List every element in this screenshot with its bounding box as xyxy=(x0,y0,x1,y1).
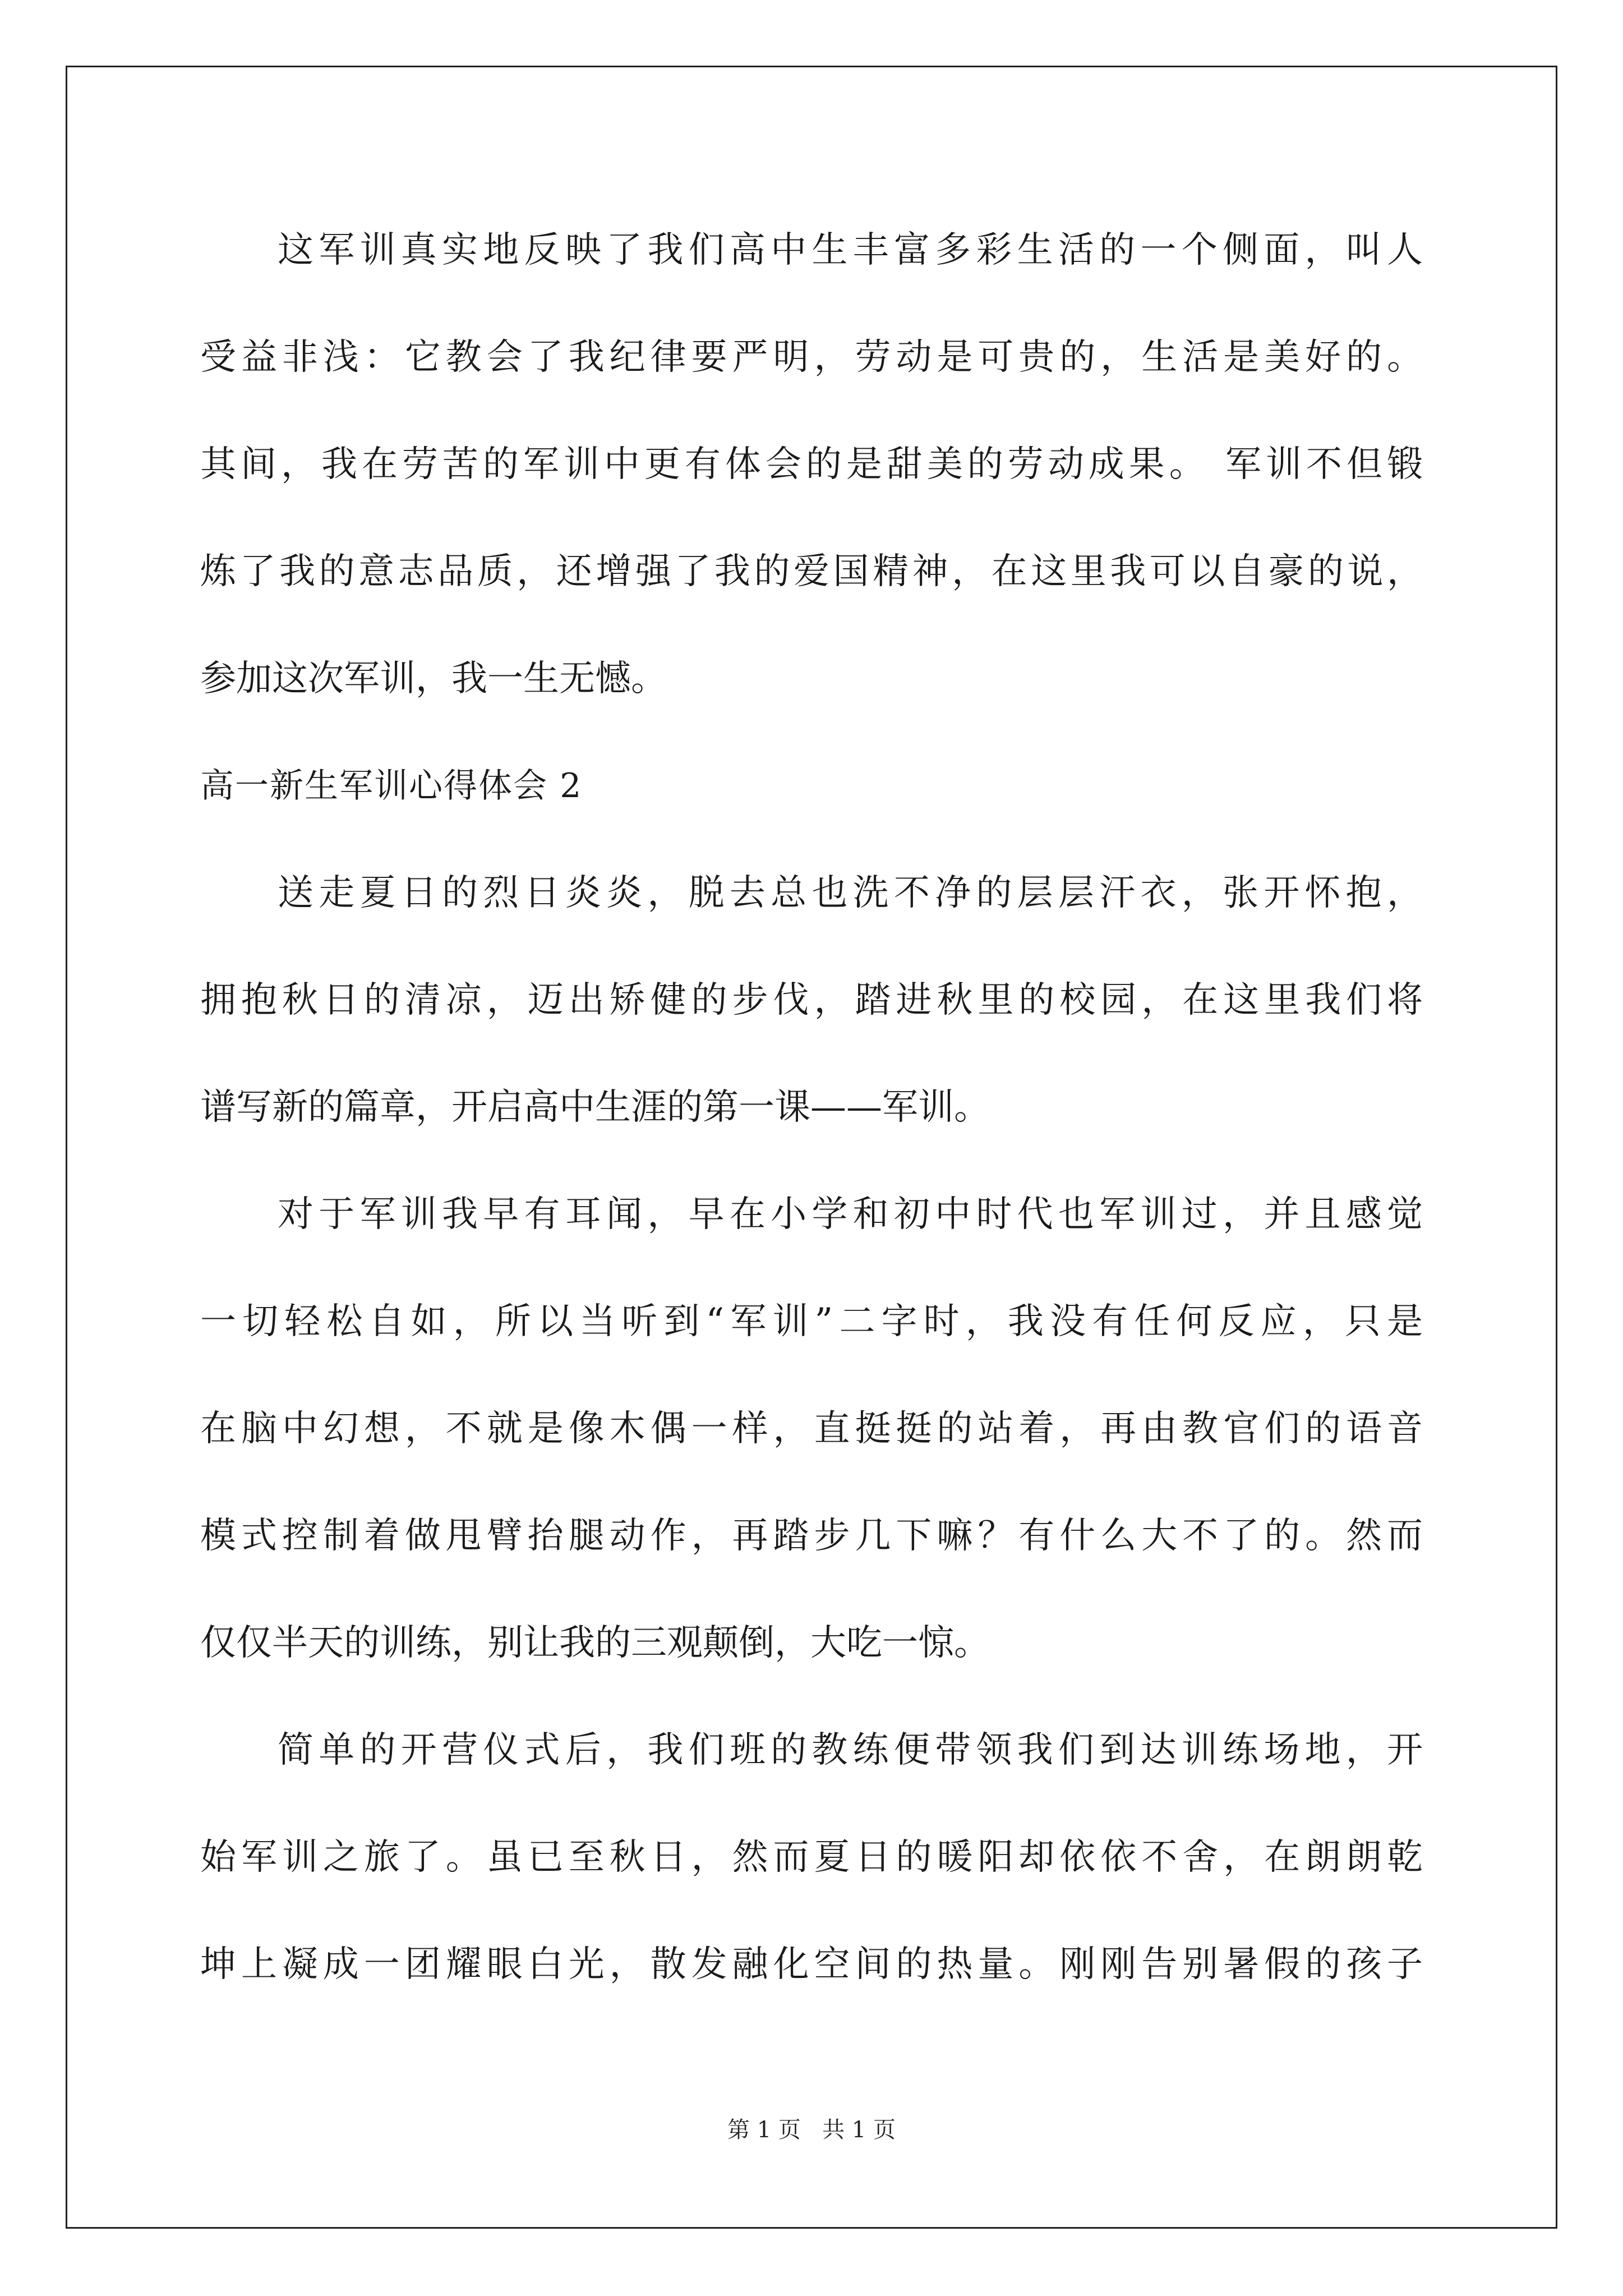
paragraph-line: 其间，我在劳苦的军训中更有体会的是甜美的劳动成果。 军训不但锻 xyxy=(200,444,1423,485)
page-number-footer: 第 1 页 共 1 页 xyxy=(727,2117,896,2143)
paragraph-line: 谱写新的篇章，开启高中生涯的第一课——军训。 xyxy=(200,1087,990,1128)
paragraph-line: 简单的开营仪式后，我们班的教练便带领我们到达训练场地，开 xyxy=(278,1729,1423,1771)
document-body xyxy=(200,211,1423,2032)
paragraph-line: 送走夏日的烈日炎炎，脱去总也洗不净的层层汗衣，张开怀抱， xyxy=(278,872,1423,914)
paragraph-line: 这军训真实地反映了我们高中生丰富多彩生活的一个侧面，叫人 xyxy=(278,229,1423,271)
paragraph-line: 炼了我的意志品质，还增强了我的爱国精神，在这里我可以自豪的说， xyxy=(200,551,1423,592)
paragraph-line: 一切轻松自如，所以当听到“军训”二字时，我没有任何反应，只是 xyxy=(200,1301,1423,1342)
paragraph-line: 坤上凝成一团耀眼白光，散发融化空间的热量。刚刚告别暑假的孩子 xyxy=(200,1944,1423,1985)
paragraph-line: 受益非浅：它教会了我纪律要严明，劳动是可贵的，生活是美好的。 xyxy=(200,337,1423,378)
paragraph-line: 参加这次军训，我一生无憾。 xyxy=(200,658,667,700)
paragraph-line: 在脑中幻想，不就是像木偶一样，直挺挺的站着，再由教官们的语音 xyxy=(200,1408,1423,1450)
paragraph-line: 拥抱秋日的清凉，迈出矫健的步伐，踏进秋里的校园，在这里我们将 xyxy=(200,979,1423,1021)
paragraph-line: 仅仅半天的训练，别让我的三观颠倒，大吃一惊。 xyxy=(200,1622,990,1664)
paragraph-line: 模式控制着做甩臂抬腿动作，再踏步几下嘛？有什么大不了的。然而 xyxy=(200,1515,1423,1557)
section-heading: 高一新生军训心得体会 2 xyxy=(200,766,583,806)
paragraph-line: 始军训之旅了。虽已至秋日，然而夏日的暖阳却依依不舍，在朗朗乾 xyxy=(200,1837,1423,1878)
paragraph-line: 对于军训我早有耳闻，早在小学和初中时代也军训过，并且感觉 xyxy=(278,1194,1423,1235)
